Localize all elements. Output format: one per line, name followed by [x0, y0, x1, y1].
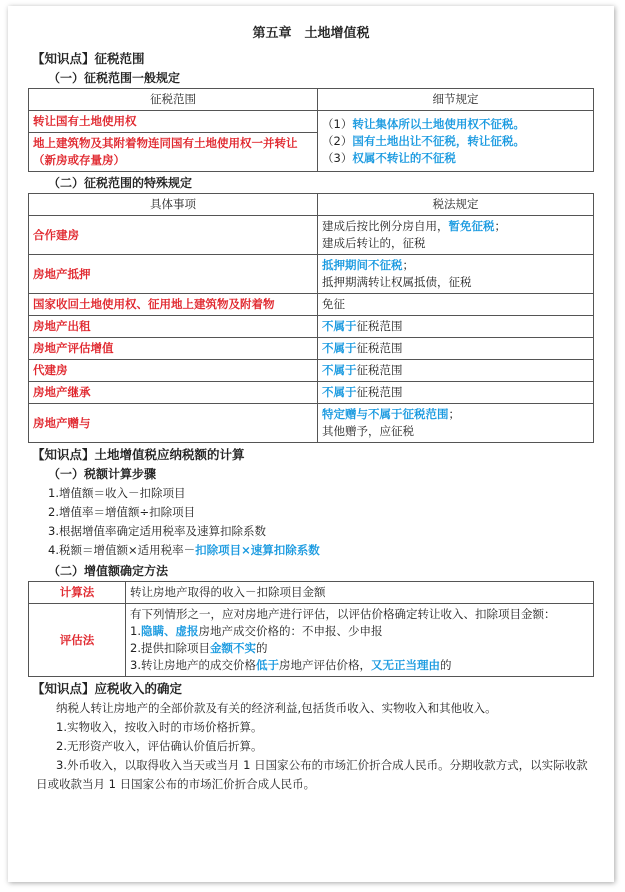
subsection-method: （二）增值额确定方法 [48, 564, 169, 578]
table-cell: （1）转让集体所以土地使用权不征税。 （2）国有土地出让不征税，转让征税。 （3）权属不转让的不征税 [318, 111, 594, 172]
table-cell: 转让国有土地使用权 [29, 111, 318, 133]
list-item: 3.根据增值率确定适用税率及速算扣除系数 [48, 524, 266, 538]
section-heading-income: 【知识点】应税收入的确定 [32, 681, 183, 696]
table-header: 具体事项 [29, 194, 318, 216]
income-paragraphs [36, 699, 594, 794]
table-row: 合作建房 建成后按比例分房自用，暂免征税； 建成后转让的，征税 [29, 216, 594, 255]
subsection-general: （一）征税范围一般规定 [48, 71, 181, 85]
list-item: 4.税额＝增值额×适用税率－扣除项目×速算扣除系数 [48, 543, 320, 557]
table-special-scope [28, 193, 594, 443]
table-row: 房地产抵押 抵押期间不征税； 抵押期满转让权属抵债，征税 [29, 255, 594, 294]
table-method [28, 581, 594, 677]
subsection-steps: （一）税额计算步骤 [48, 467, 157, 481]
table-row: 评估法 有下列情形之一，应对房地产进行评估，以评估价格确定转让收入、扣除项目金额： 1.隐瞒、虚报房地产成交价格的：不申报、少申报 2.提供扣除项目金额不实的 3.转让房地产的成交价格低于房地产评估价格，又无正当理由的 [29, 604, 594, 677]
paragraph: 纳税人转让房地产的全部价款及有关的经济利益,包括货币收入、实物收入和其他收入。 [56, 701, 497, 715]
table-header: 税法规定 [318, 194, 594, 216]
table-cell: 地上建筑物及其附着物连同国有土地使用权一并转让（新房或存量房） [29, 133, 318, 172]
list-item: 1.增值额＝收入－扣除项目 [48, 486, 186, 500]
paragraph: 3.外币收入，以取得收入当天或当月 1 日国家公布的市场汇价折合成人民币。分期收款方式，以实际收款日或收款当月 1 日国家公布的市场汇价折合成人民币。 [36, 758, 588, 791]
table-general-scope [28, 88, 594, 172]
document-content [28, 22, 594, 794]
table-row: 房地产出租 不属于征税范围 [29, 316, 594, 338]
document-page [8, 6, 614, 882]
list-item: 2.增值率＝增值额÷扣除项目 [48, 505, 196, 519]
table-row: 房地产继承 不属于征税范围 [29, 382, 594, 404]
paragraph: 1.实物收入，按收入时的市场价格折算。 [56, 720, 263, 734]
chapter-title: 第五章 土地增值税 [252, 26, 370, 41]
table-row: 房地产赠与 特定赠与不属于征税范围； 其他赠予，应征税 [29, 404, 594, 443]
section-heading-scope: 【知识点】征税范围 [32, 51, 145, 66]
subsection-special: （二）征税范围的特殊规定 [48, 176, 193, 190]
calculation-steps [48, 484, 594, 560]
section-heading-calculation: 【知识点】土地增值税应纳税额的计算 [32, 447, 245, 462]
paragraph: 2.无形资产收入，评估确认价值后折算。 [56, 739, 263, 753]
table-row: 房地产评估增值 不属于征税范围 [29, 338, 594, 360]
table-row: 计算法 转让房地产取得的收入－扣除项目金额 [29, 582, 594, 604]
table-row: 代建房 不属于征税范围 [29, 360, 594, 382]
table-row: 国家收回土地使用权、征用地上建筑物及附着物 免征 [29, 294, 594, 316]
table-header: 征税范围 [29, 89, 318, 111]
table-header: 细节规定 [318, 89, 594, 111]
